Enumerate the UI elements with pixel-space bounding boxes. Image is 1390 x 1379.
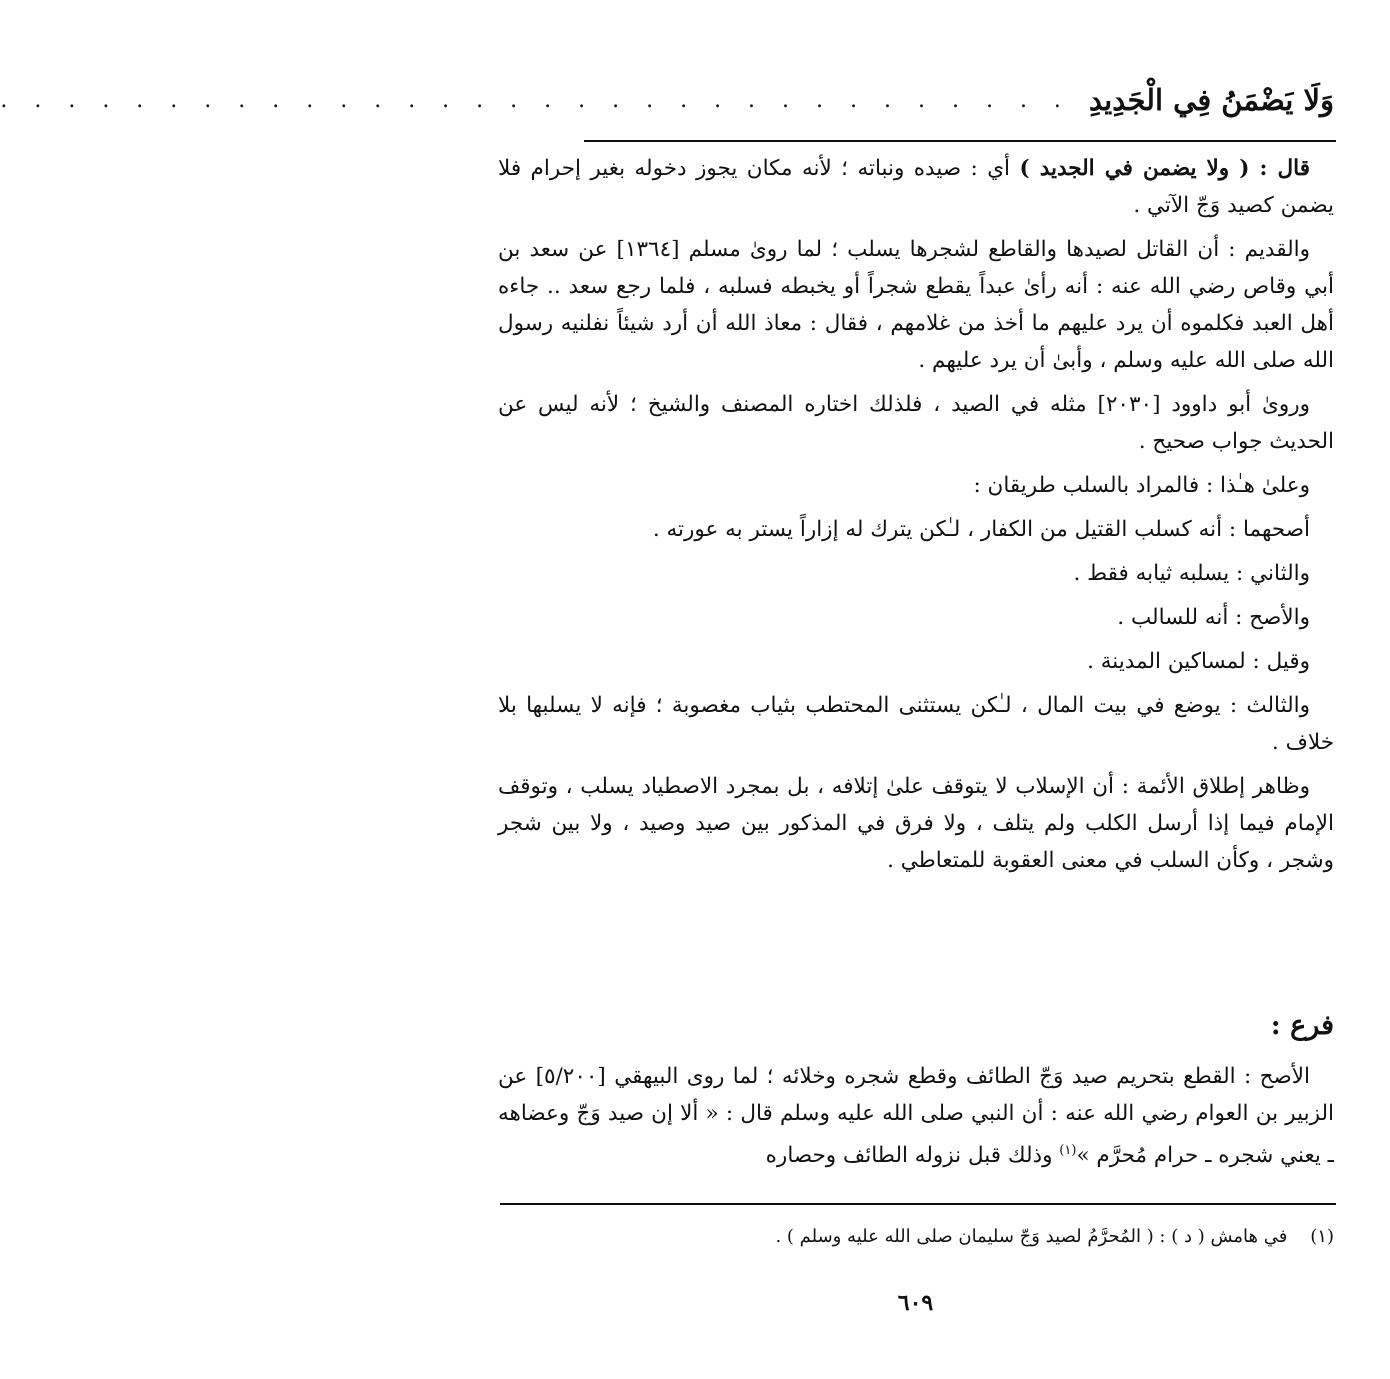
- paragraph: والثالث : يوضع في بيت المال ، لـٰكن يستثنى المحتطب بثياب مغصوبة ؛ فإنه لا يسلبها بلا خلاف .: [498, 693, 1334, 755]
- paragraph-text: أي : صيده ونباته ؛ لأنه مكان يجوز دخوله بغير إحرام فلا يضمن كصيد وَجّ الآتي .: [498, 156, 1334, 218]
- running-header: [0, 78, 1334, 122]
- footnote-text: في هامش ( د ) : ( المُحرَّمُ لصيد وَجّ سليمان صلى الله عليه وسلم ) .: [775, 1226, 1288, 1247]
- footnote-marker: (١): [1059, 1143, 1077, 1158]
- paragraph: وظاهر إطلاق الأئمة : أن الإسلاب لا يتوقف علىٰ إتلافه ، بل بمجرد الاصطياد يسلب ، وتوقف الإمام فيما إذا أرسل الكلب ولم يتلف ، ولا فرق في المذكور بين صيد وصيد ، ولا بين شجر وشجر ، وكأن السلب في معنى العقوبة للمتعاطي .: [498, 774, 1334, 873]
- paragraph: والأصح : أنه للسالب .: [1117, 605, 1310, 630]
- footnote-number: (١): [1310, 1226, 1334, 1247]
- footnote-rule: [500, 1203, 1336, 1205]
- matn-quote: قال : ( ولا يضمن في الجديد ): [1019, 156, 1310, 181]
- paragraph: وعلىٰ هـٰذا : فالمراد بالسلب طريقان :: [973, 473, 1310, 498]
- section-text: [498, 1058, 1334, 1181]
- paragraph: والثاني : يسلبه ثيابه فقط .: [1073, 561, 1310, 586]
- header-leader-dots: . . . . . . . . . . . . . . . . . . . . . . . . . . . . . . . .: [0, 87, 1071, 113]
- paragraph: أصحهما : أنه كسلب القتيل من الكفار ، لـٰكن يترك له إزاراً يستر به عورته .: [652, 517, 1310, 542]
- header-rule: [584, 140, 1336, 142]
- paragraph: وروىٰ أبو داوود [٢٠٣٠] مثله في الصيد ، فلذلك اختاره المصنف والشيخ ؛ لأنه ليس عن الحديث جواب صحيح .: [498, 392, 1334, 454]
- paragraph-text-continued: وذلك قبل نزوله الطائف وحصاره: [765, 1143, 1060, 1169]
- footnote: [498, 1222, 1334, 1252]
- header-title: وَلَا يَضْمَنُ فِي الْجَدِيدِ: [1088, 83, 1334, 117]
- main-text: [498, 150, 1334, 886]
- page-number: ٦٠٩: [897, 1290, 934, 1316]
- section-heading: فرع :: [1270, 1010, 1334, 1041]
- paragraph: والقديم : أن القاتل لصيدها والقاطع لشجرها يسلب ؛ لما روىٰ مسلم [١٣٦٤] عن سعد بن أبي وقاص رضي الله عنه : أنه رأىٰ عبداً يقطع شجراً أو يخبطه فسلبه ، فلما رجع سعد .. جاءه أهل العبد فكلموه أن يرد عليهم ما أخذ من غلامهم ، فقال : معاذ الله أن أرد شيئاً نفلنيه رسول الله صلى الله عليه وسلم ، وأبىٰ أن يرد عليهم .: [498, 237, 1334, 373]
- paragraph: [498, 150, 1334, 224]
- paragraph: [498, 1058, 1334, 1174]
- paragraph: وقيل : لمساكين المدينة .: [1087, 649, 1310, 674]
- paragraph-text: الأصح : القطع بتحريم صيد وَجّ الطائف وقطع شجره وخلائه ؛ لما روى البيهقي [٥/٢٠٠] عن الزبير بن العوام رضي الله عنه : أن النبي صلى الله عليه وسلم قال : « ألا إن صيد وَجّ وعضاهه ـ يعني شجره ـ حرام مُحرَّم »: [498, 1064, 1334, 1169]
